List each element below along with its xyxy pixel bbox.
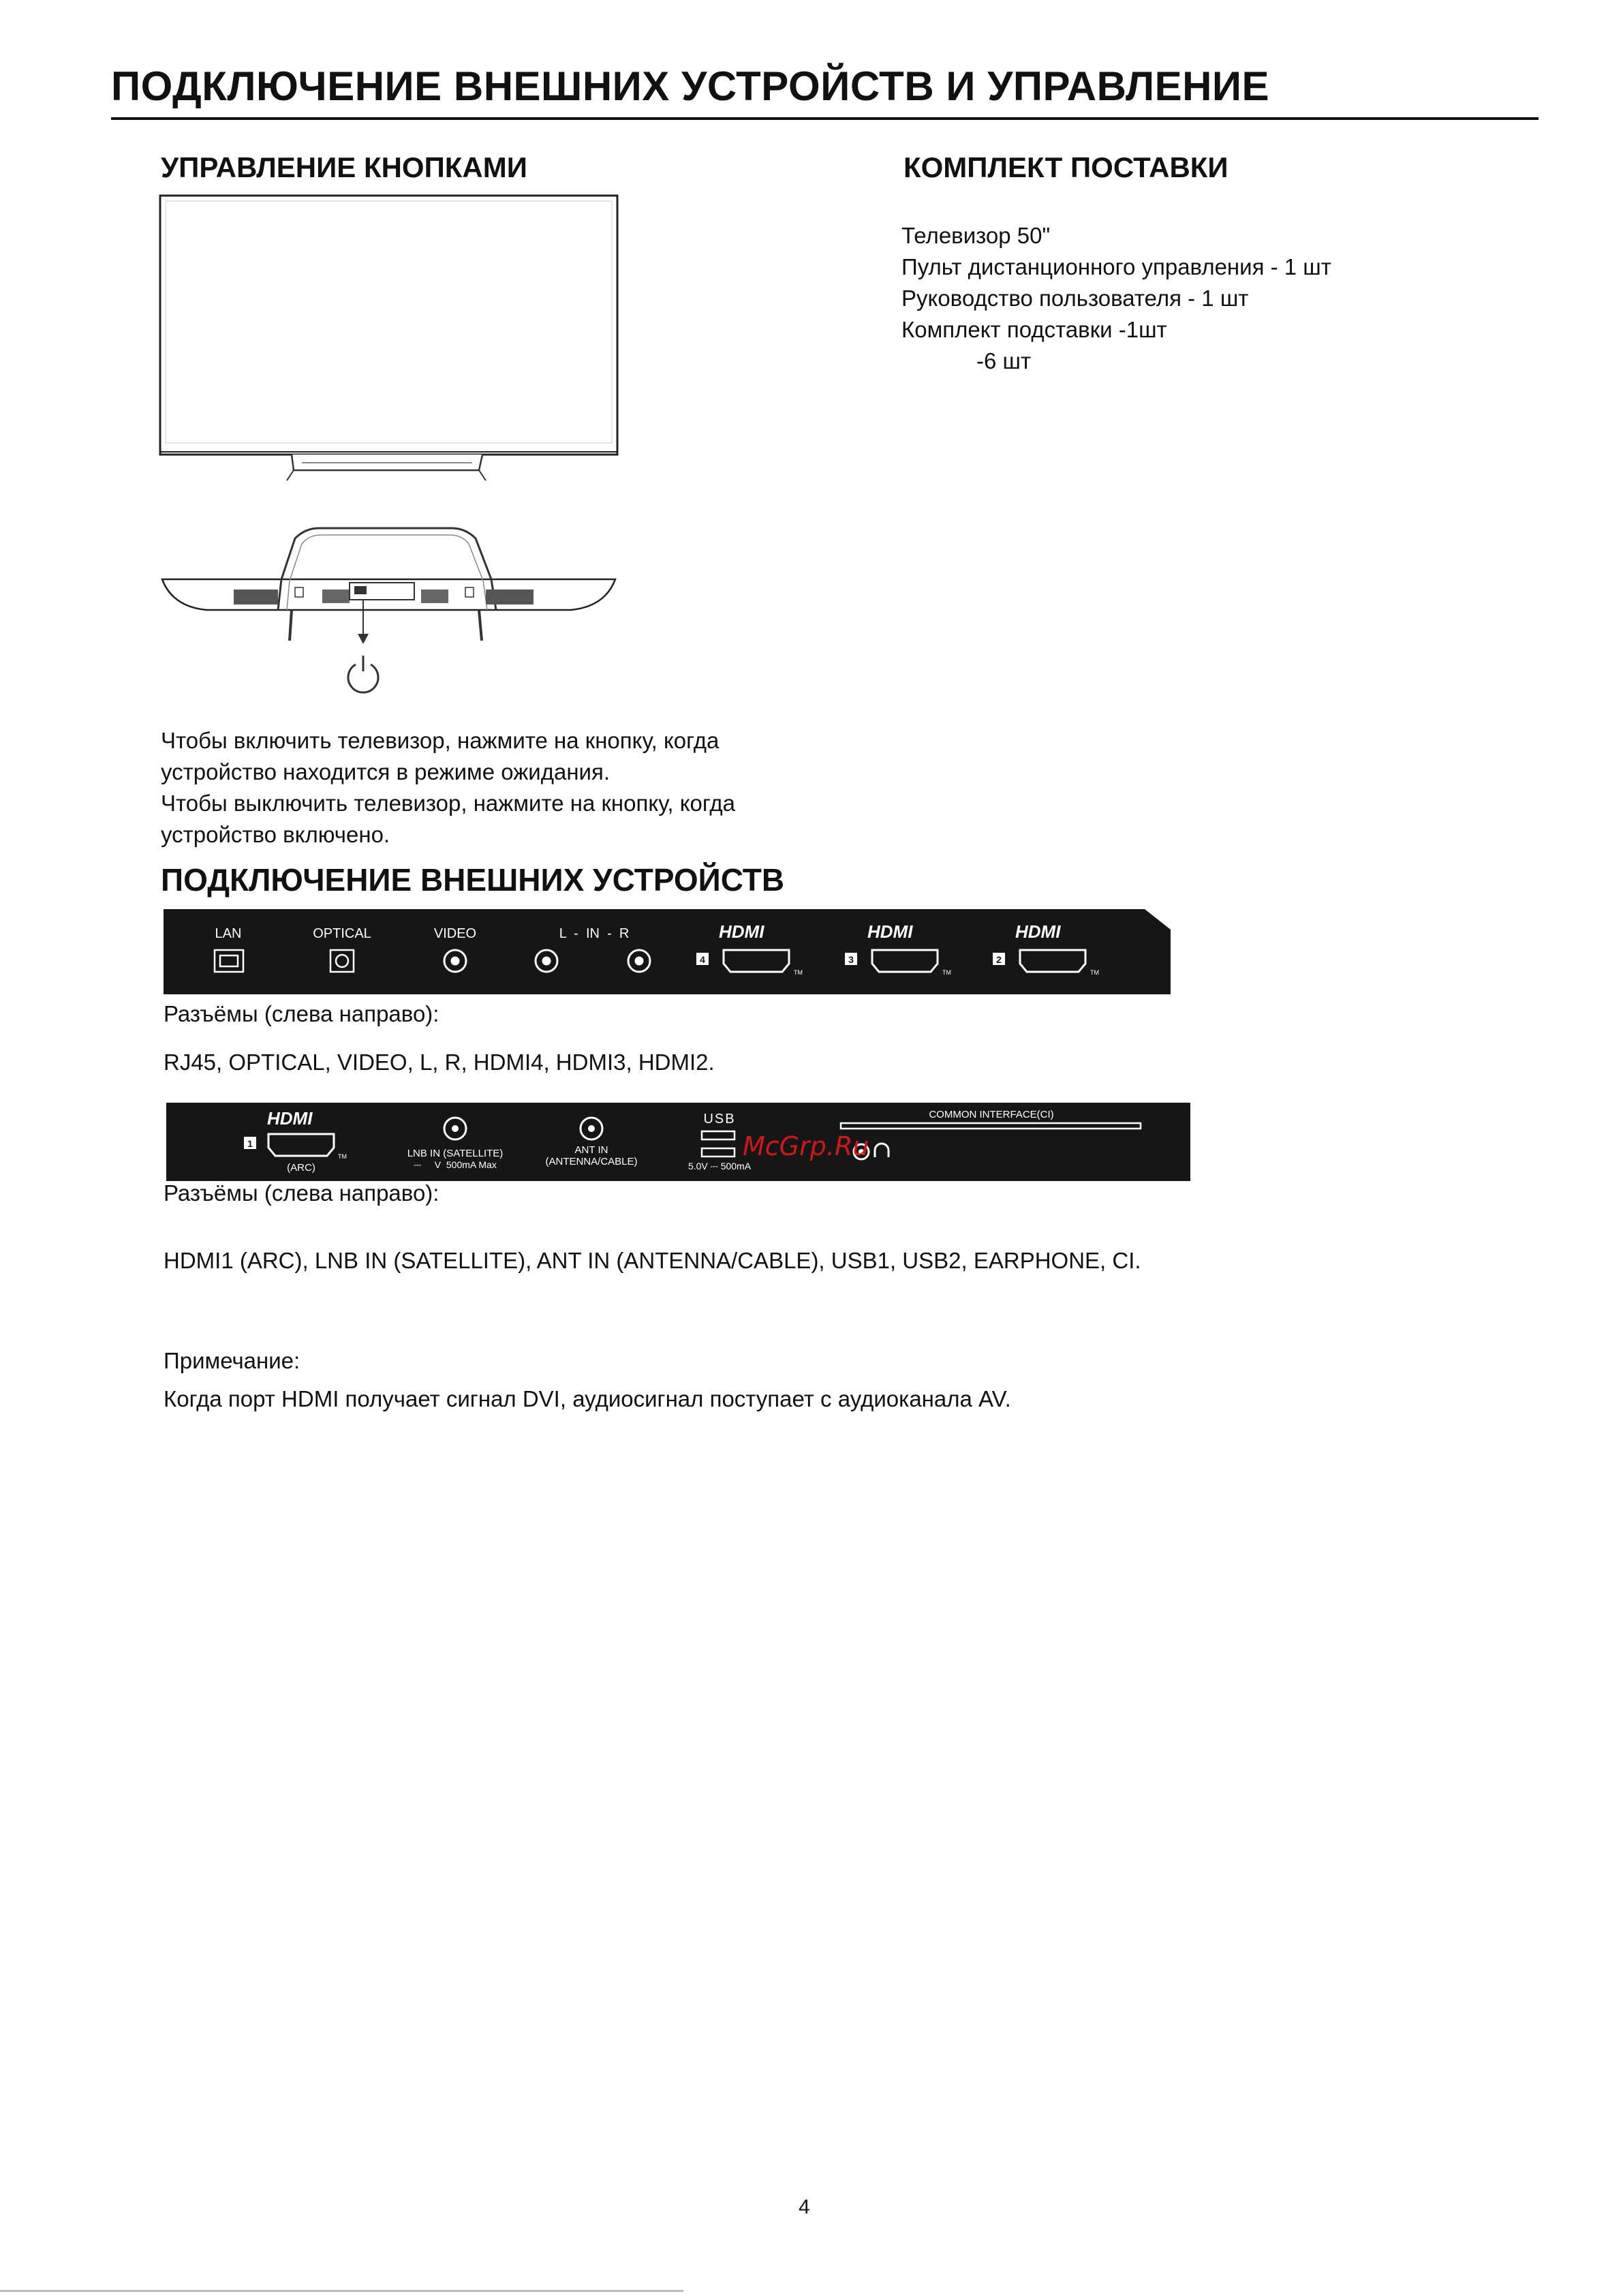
- svg-text:(ANTENNA/CABLE): (ANTENNA/CABLE): [545, 1156, 638, 1167]
- kit-item: -6 шт: [976, 348, 1032, 373]
- lan-label: LAN: [215, 926, 242, 941]
- panel2-list: HDMI1 (ARC), LNB IN (SATELLITE), ANT IN (ANTENNA/CABLE), USB1, USB2, EARPHONE, CI.: [164, 1248, 1141, 1273]
- kit-item: Пульт дистанционного управления - 1 шт: [901, 254, 1331, 279]
- power-icon: [344, 651, 385, 692]
- connect-heading: ПОДКЛЮЧЕНИЕ ВНЕШНИХ УСТРОЙСТВ: [161, 862, 785, 898]
- power-line: устройство находится в режиме ожидания.: [161, 759, 610, 784]
- svg-text:HDMI: HDMI: [267, 1108, 313, 1129]
- tv-front-illustration: [159, 194, 619, 484]
- buttons-heading: УПРАВЛЕНИЕ КНОПКАМИ: [161, 151, 527, 183]
- svg-text:TM: TM: [942, 969, 951, 976]
- svg-text:TM: TM: [338, 1153, 347, 1160]
- panel2-caption: Разъёмы (слева направо):: [164, 1180, 439, 1206]
- panel1-list: RJ45, OPTICAL, VIDEO, L, R, HDMI4, HDMI3, HDMI2.: [164, 1050, 715, 1075]
- svg-text:2: 2: [996, 954, 1002, 965]
- svg-text:LNB IN (SATELLITE): LNB IN (SATELLITE): [407, 1148, 504, 1159]
- svg-text:TM: TM: [1090, 969, 1099, 976]
- note-text: Когда порт HDMI получает сигнал DVI, аудиосигнал поступает с аудиоканала AV.: [164, 1386, 1011, 1411]
- svg-text:(ARC): (ARC): [287, 1162, 315, 1174]
- kit-heading: КОМПЛЕКТ ПОСТАВКИ: [903, 151, 1228, 183]
- rear-panel-top: [164, 909, 1171, 994]
- page-title: ПОДКЛЮЧЕНИЕ ВНЕШНИХ УСТРОЙСТВ И УПРАВЛЕНИЕ: [111, 63, 1270, 109]
- svg-text:HDMI: HDMI: [867, 921, 913, 942]
- svg-text:COMMON INTERFACE(CI): COMMON INTERFACE(CI): [929, 1109, 1054, 1120]
- svg-text:TM: TM: [794, 969, 803, 976]
- svg-text:1: 1: [247, 1138, 253, 1149]
- video-label: VIDEO: [433, 926, 477, 941]
- title-rule: [111, 117, 1539, 120]
- svg-text:HDMI: HDMI: [719, 921, 764, 942]
- power-line: Чтобы включить телевизор, нажмите на кнопку, когда: [161, 728, 720, 753]
- tv-bottom-illustration: [159, 525, 619, 709]
- svg-text:HDMI: HDMI: [1015, 921, 1061, 942]
- panel1-caption: Разъёмы (слева направо):: [164, 1001, 439, 1026]
- rear-panel-side: [166, 1103, 1190, 1181]
- svg-text:4: 4: [700, 954, 705, 965]
- kit-list: [901, 220, 1331, 377]
- footer-line: [0, 2290, 683, 2292]
- audio-in-label: L - IN - R: [559, 926, 630, 941]
- optical-label: OPTICAL: [313, 926, 371, 941]
- watermark: McGrp.Ru: [743, 1131, 869, 1161]
- svg-text:3: 3: [848, 954, 854, 965]
- svg-text:ANT IN: ANT IN: [574, 1144, 608, 1156]
- svg-text:USB: USB: [703, 1112, 736, 1127]
- svg-text:⎓ V 500mA Max: ⎓ V 500mA Max: [414, 1159, 497, 1170]
- power-instructions: [161, 725, 735, 851]
- power-line: Чтобы выключить телевизор, нажмите на кнопку, когда: [161, 791, 736, 816]
- power-line: устройство включено.: [161, 822, 390, 847]
- kit-item: Комплект подставки -1шт: [901, 317, 1167, 342]
- kit-item: Телевизор 50": [901, 223, 1051, 248]
- page-number: 4: [799, 2196, 810, 2218]
- note-label: Примечание:: [164, 1348, 300, 1373]
- kit-item: Руководство пользователя - 1 шт: [901, 286, 1249, 311]
- svg-text:5.0V ⎓ 500mA: 5.0V ⎓ 500mA: [687, 1161, 752, 1172]
